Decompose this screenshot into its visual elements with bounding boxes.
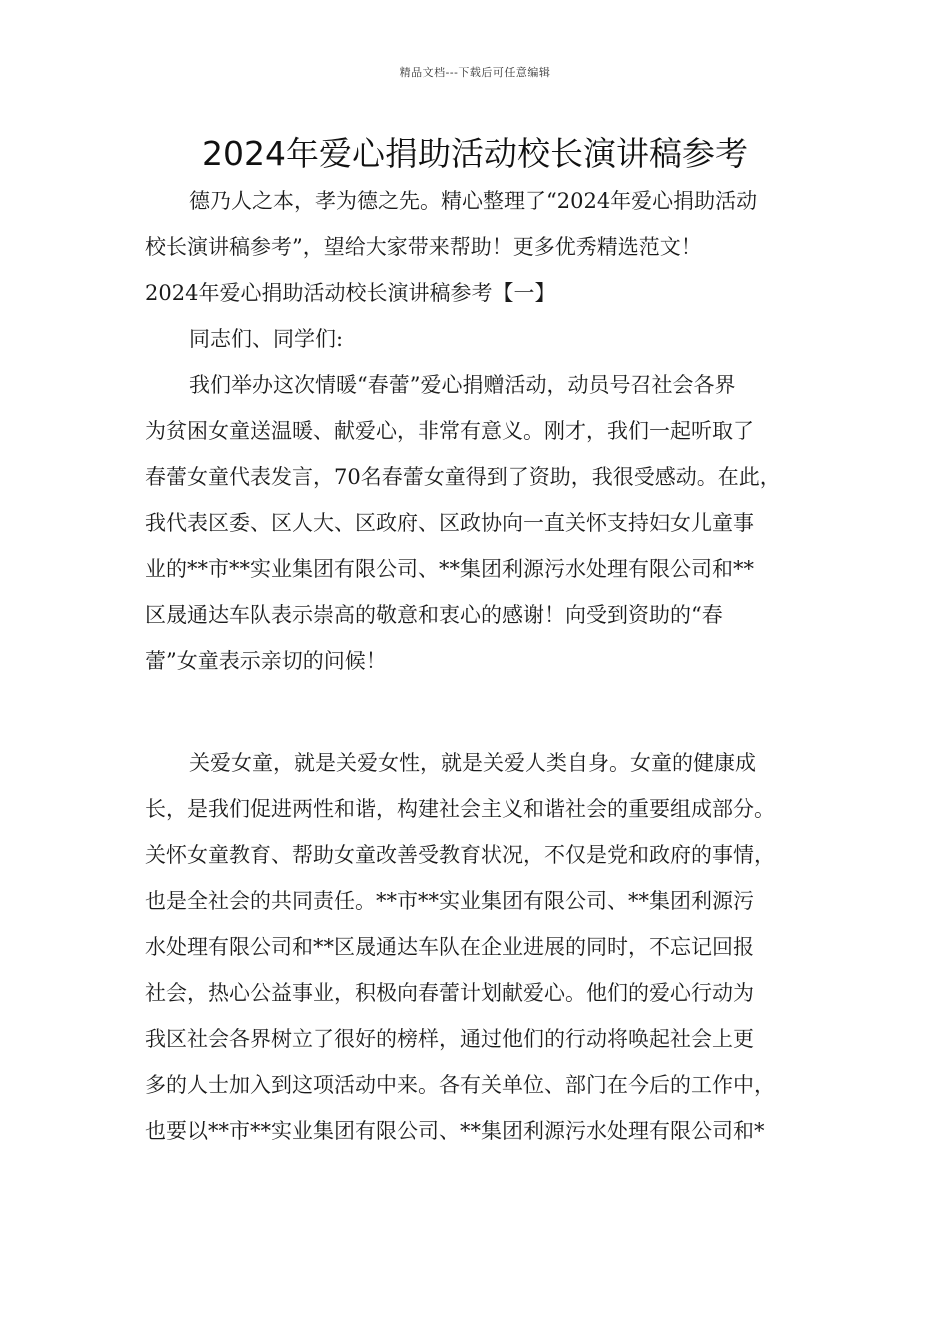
paragraph-1-line-1: 我们举办这次情暖“春蕾”爱心捐赠活动，动员号召社会各界 — [189, 373, 736, 397]
paragraph-2-line-3: 关怀女童教育、帮助女童改善受教育状况，不仅是党和政府的事情， — [145, 843, 775, 867]
section-heading: 2024年爱心捐助活动校长演讲稿参考【一】 — [145, 281, 556, 305]
paragraph-1-line-5: 业的**市**实业集团有限公司、**集团利源污水处理有限公司和** — [145, 557, 754, 581]
paragraph-2-line-9: 也要以**市**实业集团有限公司、**集团利源污水处理有限公司和* — [145, 1119, 765, 1143]
paragraph-2-line-7: 我区社会各界树立了很好的榜样，通过他们的行动将唤起社会上更 — [145, 1027, 754, 1051]
paragraph-2-line-4: 也是全社会的共同责任。**市**实业集团有限公司、**集团利源污 — [145, 889, 754, 913]
document-title: 2024年爱心捐助活动校长演讲稿参考 — [202, 134, 748, 173]
paragraph-1-line-2: 为贫困女童送温暖、献爱心，非常有意义。刚才，我们一起听取了 — [145, 419, 754, 443]
paragraph-1-line-7: 蕾”女童表示亲切的问候！ — [145, 649, 387, 673]
page-header: 精品文档---下载后可任意编辑 — [399, 66, 551, 79]
paragraph-2-line-8: 多的人士加入到这项活动中来。各有关单位、部门在今后的工作中， — [145, 1073, 775, 1097]
paragraph-gap — [145, 684, 821, 740]
paragraph-1-line-6: 区晟通达车队表示崇高的敬意和衷心的感谢！向受到资助的“春 — [145, 603, 723, 627]
paragraph-1-line-3: 春蕾女童代表发言，70名春蕾女童得到了资助，我很受感动。在此， — [145, 465, 781, 489]
paragraph-1-line-4: 我代表区委、区人大、区政府、区政协向一直关怀支持妇女儿童事 — [145, 511, 754, 535]
paragraph-2-line-1: 关爱女童，就是关爱女性，就是关爱人类自身。女童的健康成 — [189, 751, 756, 775]
intro-line-1: 德乃人之本，孝为德之先。精心整理了“2024年爱心捐助活动 — [189, 189, 758, 213]
paragraph-2-line-2: 长，是我们促进两性和谐，构建社会主义和谐社会的重要组成部分。 — [145, 797, 775, 821]
intro-line-2: 校长演讲稿参考”，望给大家带来帮助！更多优秀精选范文！ — [145, 235, 702, 259]
document-body — [145, 178, 821, 1154]
paragraph-2-line-6: 社会，热心公益事业，积极向春蕾计划献爱心。他们的爱心行动为 — [145, 981, 754, 1005]
salutation: 同志们、同学们: — [189, 327, 344, 351]
paragraph-2-line-5: 水处理有限公司和**区晟通达车队在企业进展的同时，不忘记回报 — [145, 935, 754, 959]
